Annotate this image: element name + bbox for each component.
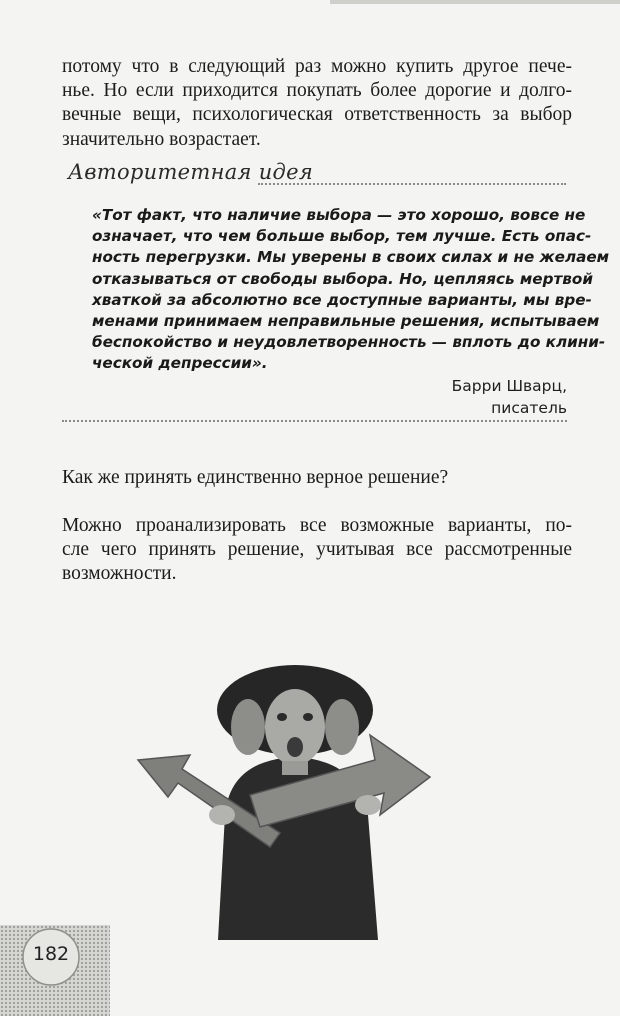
page-top-edge [330, 0, 620, 4]
question-text [62, 466, 572, 490]
intro-line: значительно возрастает. [62, 128, 261, 150]
page-number: 182 [32, 943, 70, 965]
author-role: писатель [491, 399, 567, 417]
quote-attribution [452, 375, 567, 419]
intro-line: нье. Но если приходится покупать более дорогие и долго- [62, 80, 572, 102]
quote-line: отказываться от свободы выбора. Но, цепляясь мертвой [92, 269, 593, 288]
intro-paragraph [62, 55, 572, 152]
answer-line: возможности. [62, 563, 177, 585]
quote-line: «Тот факт, что наличие выбора — это хорошо, вовсе не [92, 206, 586, 224]
quote-box-top-rule [258, 183, 566, 185]
quote-line: менами принимаем неправильные решения, испытываем [92, 312, 600, 331]
quote-text [92, 205, 610, 375]
answer-line: Можно проанализировать все возможные варианты, по- [62, 515, 572, 536]
quote-line: беспокойство и неудовлетворенность — вплоть до клини- [92, 333, 606, 352]
quote-line: ческой депрессии». [92, 354, 268, 373]
author-name: Барри Шварц, [451, 377, 567, 395]
question-line: Как же принять единственно верное решение? [62, 467, 449, 488]
quote-line: означает, что чем больше выбор, тем лучше. Есть опас- [92, 227, 592, 246]
quote-line: ность перегрузки. Мы уверены в своих силах и не желаем [92, 248, 610, 267]
page-number-badge [0, 925, 110, 1016]
answer-paragraph [62, 514, 572, 587]
quote-line: хваткой за абсолютно все доступные варианты, мы вре- [92, 290, 592, 309]
intro-line: потому что в следующий раз можно купить другое пече- [62, 56, 572, 77]
quote-box-bottom-rule [62, 420, 567, 422]
person-with-arrows-illustration [130, 665, 460, 945]
answer-line: сле чего принять решение, учитывая все рассмотренные [62, 539, 572, 561]
quote-box-heading: Авторитетная идея [68, 160, 314, 184]
intro-line: вечные вещи, психологическая ответственность за выбор [62, 104, 572, 126]
